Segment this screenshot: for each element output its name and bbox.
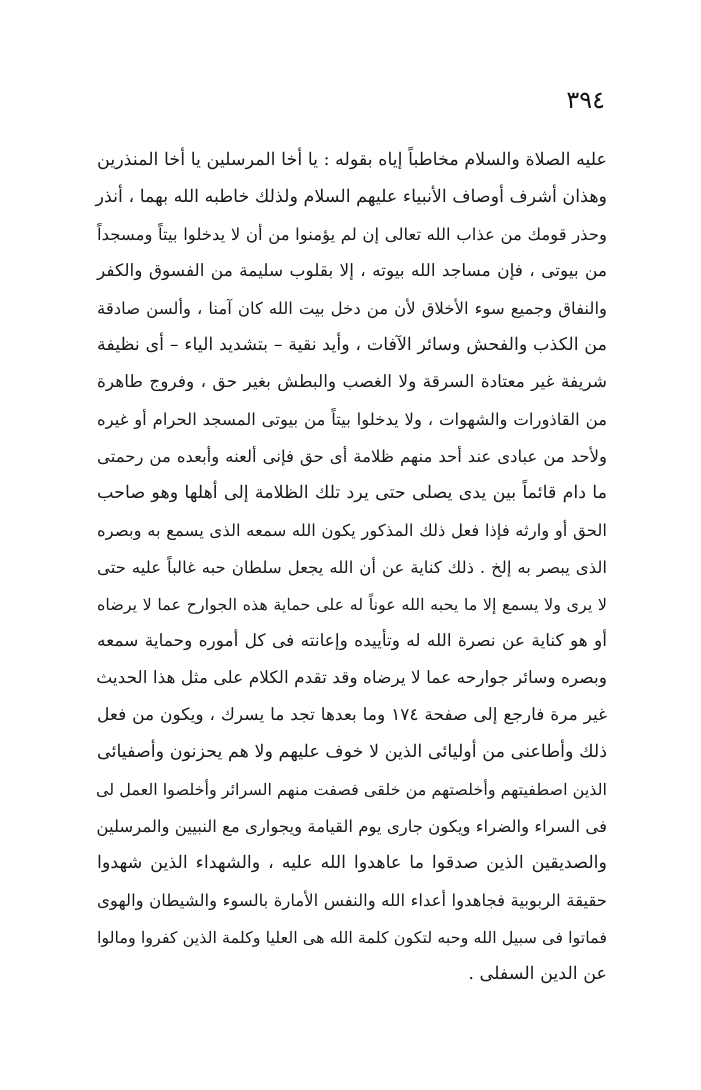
text-line: وهذان أشرف أوصاف الأنبياء عليهم السلام ولذلك خاطبه الله بهما ، أنذر <box>95 187 607 207</box>
text-line: عن الدين السفلى . <box>468 964 607 984</box>
text-line: فماتوا فى سبيل الله وحبه لتكون كلمة الله هى العليا وكلمة الذين كفروا ومالوا <box>96 928 607 947</box>
text-line: شريفة غير معتادة السرقة ولا الغصب والبطش بغير حق ، وفروج طاهرة <box>97 372 607 392</box>
body-text <box>97 142 607 993</box>
text-line: فى السراء والضراء ويكون جارى يوم القيامة ويجوارى مع النبيين والمرسلين <box>96 817 607 836</box>
text-line: ما دام قائماً بين يدى يصلى حتى يرد تلك الظلامة إلى أهلها وهو صاحب <box>97 483 607 503</box>
text-line: الذى يبصر به إلخ . ذلك كناية عن أن الله يجعل سلطان حبه غالباً عليه حتى <box>97 558 607 577</box>
text-line: والنفاق وجميع سوء الأخلاق لأن من دخل بيت الله كان آمنا ، وألسن صادقة <box>97 299 607 318</box>
text-line: وبصره وسائر جوارحه عما لا يرضاه وقد تقدم الكلام على مثل هذا الحديث <box>96 668 607 688</box>
text-line: من الكذب والفحش وسائر الآفات ، وأيد نقية – بتشديد الياء – أى نظيفة <box>97 335 607 355</box>
text-line: غير مرة فارجع إلى صفحة ١٧٤ وما بعدها تجد ما يسرك ، ويكون من فعل <box>97 705 607 725</box>
text-line: والصديقين الذين صدقوا ما عاهدوا الله عليه ، والشهداء الذين شهدوا <box>97 853 607 873</box>
text-line: ذلك وأطاعنى من أوليائى الذين لا خوف عليهم ولا هم يحزنون وأصفيائى <box>97 742 607 762</box>
text-line: ولأحد من عبادى عند أحد منهم ظلامة أى حق فإنى ألعنه وأبعده من رحمتى <box>97 447 607 466</box>
page-number: ٣٩٤ <box>566 86 605 114</box>
text-line: أو هو كناية عن نصرة الله له وتأييده وإعانته فى كل أموره وحماية سمعه <box>97 631 607 651</box>
text-line: حقيقة الربوبية فجاهدوا أعداء الله والنفس الأمارة بالسوء والشيطان والهوى <box>97 891 607 910</box>
text-line: الحق أو وارثه فإذا فعل ذلك المذكور يكون الله سمعه الذى يسمع به وبصره <box>97 521 607 540</box>
text-line: من بيوتى ، فإن مساجد الله بيوته ، إلا بقلوب سليمة من الفسوق والكفر <box>97 261 607 281</box>
text-line: من القاذورات والشهوات ، ولا يدخلوا بيتاً من بيوتى المسجد الحرام أو غيره <box>97 410 607 429</box>
text-line: الذين اصطفيتهم وأخلصتهم من خلقى فصفت منهم السرائر وأخلصوا العمل لى <box>95 780 607 799</box>
text-line: وحذر قومك من عذاب الله تعالى إن لم يؤمنوا من أن لا يدخلوا بيتاً ومسجداً <box>97 225 607 244</box>
text-line: عليه الصلاة والسلام مخاطباً إياه بقوله : يا أخا المرسلين يا أخا المنذرين <box>97 150 607 170</box>
text-line: لا يرى ولا يسمع إلا ما يحبه الله عوناً له على حماية هذه الجوارح عما لا يرضاه <box>97 595 607 614</box>
